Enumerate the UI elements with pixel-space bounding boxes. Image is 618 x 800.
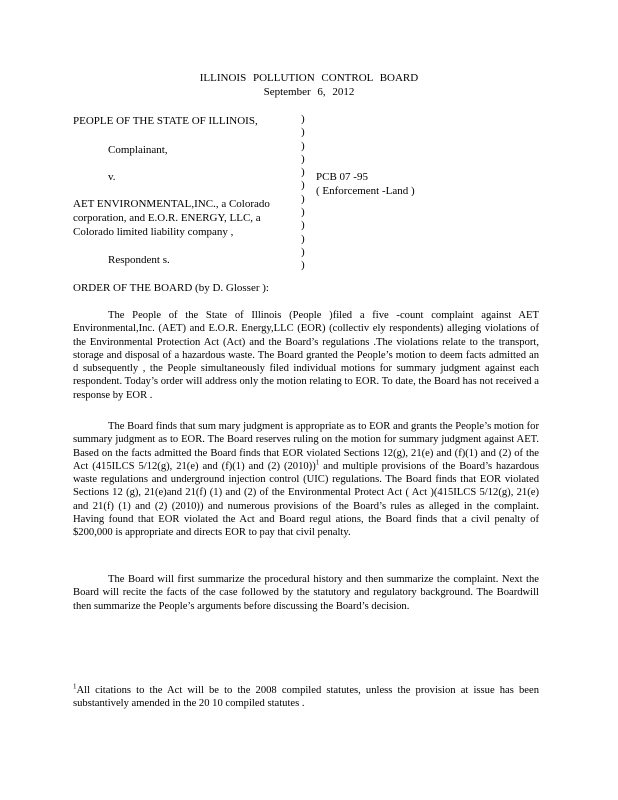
paren: ) — [301, 245, 305, 258]
footnote-reference: 1 — [315, 458, 320, 467]
versus-label: v. — [108, 171, 116, 183]
order-date: September 6, 2012 — [263, 86, 355, 98]
respondents-label: Respondent s. — [108, 254, 170, 266]
footnote — [73, 684, 539, 711]
paren: ) — [301, 206, 305, 219]
paren: ) — [301, 166, 305, 179]
footnote-marker: 1 — [73, 682, 77, 691]
board-title: ILLINOIS POLLUTION CONTROL BOARD — [199, 72, 419, 84]
paren: ) — [301, 179, 305, 192]
defendant-line-2: corporation, and E.O.R. ENERGY, LLC, a — [73, 212, 261, 224]
paren: ) — [301, 192, 305, 205]
paren: ) — [301, 219, 305, 232]
order-heading: ORDER OF THE BOARD (by D. Glosser ): — [73, 282, 269, 294]
defendant-line-3: Colorado limited liability company , — [73, 226, 234, 238]
paren: ) — [301, 259, 305, 272]
paragraph-3: The Board will first summarize the procedural history and then summarize the complaint. Next the Board will recite the facts of the case followed by the statutory and regulatory background. The Boardwill then summarize the People’s arguments before discussing the Board’s decision. — [73, 574, 539, 612]
paragraph-1: The People of the State of Illinois (People )filed a five -count complaint against AET Environmental,Inc. (AET) and E.O.R. Energy,LLC (EOR) (collectiv ely respondents) alleging violations of the Environmental Protection Act (Act) and the Board’s regulations .The violations relate to the transport, storage and disposal of a hazardous waste. The Board granted the People’s motion to deem facts admitted an d subsequently , the People simultaneously filed individual motions for summary judgment against each respondent. Today’s order will address only the motion relating to EOR. To date, the Board has not received a response by EOR . — [73, 310, 539, 401]
plaintiff-name: PEOPLE OF THE STATE OF ILLINOIS, — [73, 115, 258, 127]
caption-parentheses — [301, 113, 305, 273]
paragraph-2 — [73, 420, 539, 540]
paren: ) — [301, 139, 305, 152]
defendant-line-1: AET ENVIRONMENTAL,INC., a Colorado — [73, 198, 270, 210]
paren: ) — [301, 232, 305, 245]
complainant-label: Complainant, — [108, 144, 168, 156]
case-number: PCB 07 -95 — [316, 171, 368, 183]
paren: ) — [301, 113, 305, 125]
paragraph-2-continued: and multiple provisions of the Board’s hazardous waste regulations and underground injection control (UIC) regulations. The Board finds that EOR violated Sections 12 (g), 21(e)and 21(f) (1) and (2) of the Environmental Protect Act ( Act )(415ILCS 5/12(g), 21(e) and 21(f) (1) and (2) (2010)) and numerous provisions of the Board’s rules as alleged in the complaint. Having found that EOR violated the Act and Board regul ations, the Board finds that a civil penalty of $200,000 is appropriate and directs EOR to pay that civil penalty. — [73, 460, 539, 539]
paragraph-2-text: The Board finds that sum mary judgment is appropriate as to EOR and grants the People’s motion for summary judgment as to EOR. The Board reserves ruling on the motion for summary judgment against AET. Based on the facts admitted the Board finds that EOR violated Sections 12(g), 21(e) and (f)(1) and (2) of the Act (415ILCS 5/12(g), 21(e) and (f)(1) and (2) (2010)) — [73, 421, 539, 472]
paren: ) — [301, 126, 305, 139]
case-type: ( Enforcement -Land ) — [316, 185, 415, 197]
paren: ) — [301, 152, 305, 165]
footnote-text: All citations to the Act will be to the 2008 compiled statutes, unless the provision at issue has been substantively amended in the 20 10 compiled statutes . — [73, 685, 539, 710]
